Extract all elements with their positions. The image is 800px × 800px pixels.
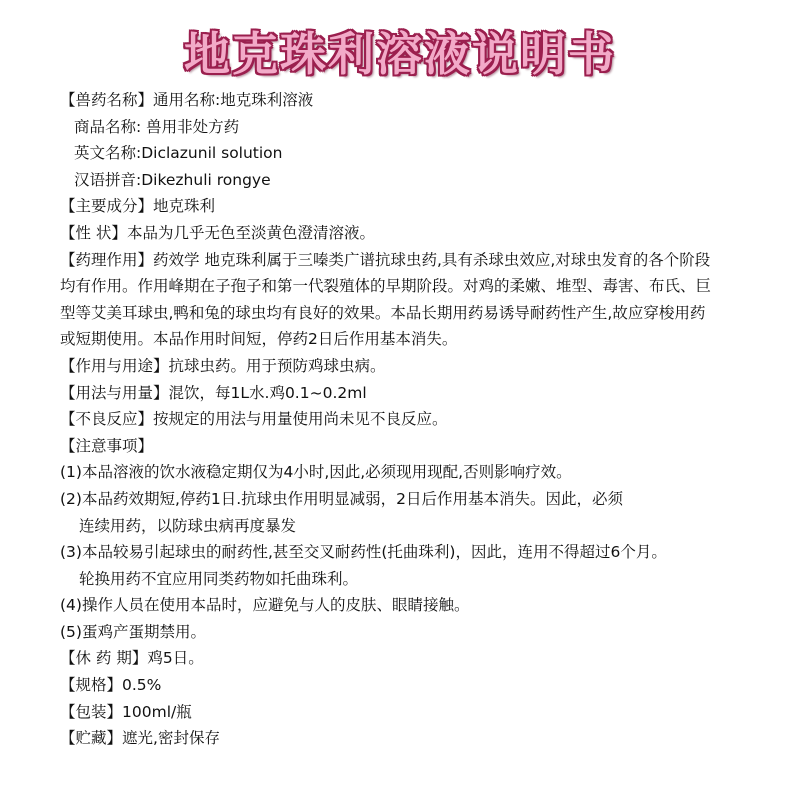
- line-pharmacology-2: [60, 273, 780, 300]
- document-title: 地克珠利溶液说明书: [184, 27, 616, 81]
- line-text: (3)本品较易引起球虫的耐药性,甚至交叉耐药性(托曲珠利)，因此，连用不得超过6个月。: [60, 543, 667, 562]
- line-text: 地克珠利: [153, 197, 216, 216]
- line-text: 型等艾美耳球虫,鸭和兔的球虫均有良好的效果。本品长期用药易诱导耐药性产生,故应穿梭用药: [60, 303, 706, 322]
- line-text: (1)本品溶液的饮水液稳定期仅为4小时,因此,必须现用现配,否则影响疗效。: [60, 463, 572, 482]
- line-text: 商品名称: 兽用非处方药: [74, 117, 240, 136]
- section-label: 【贮藏】: [60, 729, 123, 748]
- line-pharmacology-1: [60, 247, 780, 274]
- line-text: (5)蛋鸡产蛋期禁用。: [60, 622, 206, 641]
- line-english-name: [60, 140, 780, 167]
- line-text: 通用名称:地克珠利溶液: [153, 91, 314, 109]
- line-usage: [60, 353, 780, 380]
- line-text: 鸡5日。: [147, 649, 204, 668]
- line-precaution-2: [60, 486, 780, 513]
- section-label: 【兽药名称】: [60, 91, 154, 109]
- line-pinyin: [60, 167, 780, 194]
- line-text: 英文名称:Diclazunil solution: [74, 144, 283, 163]
- line-vet-drug-name: [60, 87, 780, 114]
- line-text: 遮光,密封保存: [122, 729, 220, 748]
- line-dosage: [60, 380, 780, 407]
- line-text: 本品为几乎无色至淡黄色澄清溶液。: [126, 223, 375, 242]
- line-precaution-5: [60, 619, 780, 646]
- section-label: 【注意事项】: [60, 436, 154, 455]
- section-label: 【作用与用途】: [60, 356, 169, 375]
- line-pharmacology-4: [60, 326, 780, 353]
- line-storage: [60, 725, 780, 752]
- line-pharmacology-3: [60, 300, 780, 327]
- line-packaging: [60, 699, 780, 726]
- line-withdrawal-period: [60, 645, 780, 672]
- line-text: 连续用药，以防球虫病再度暴发: [79, 516, 297, 535]
- line-specification: [60, 672, 780, 699]
- line-text: 汉语拼音:Dikezhuli rongye: [74, 170, 271, 189]
- line-main-ingredient: [60, 193, 780, 220]
- line-text: 药效学 地克珠利属于三嗪类广谱抗球虫药,具有杀球虫效应,对球虫发育的各个阶段: [153, 250, 711, 269]
- section-label: 【性 状】: [60, 223, 127, 242]
- line-text: 按规定的用法与用量使用尚未见不良反应。: [153, 410, 448, 429]
- line-precautions-heading: [60, 433, 780, 460]
- line-precaution-3: [60, 539, 780, 566]
- section-label: 【休 药 期】: [60, 649, 148, 668]
- line-precaution-2-cont: [60, 513, 780, 540]
- section-label: 【包装】: [60, 702, 123, 721]
- line-text: 抗球虫药。用于预防鸡球虫病。: [168, 356, 386, 375]
- line-precaution-1: [60, 459, 780, 486]
- section-label: 【用法与用量】: [60, 383, 169, 402]
- line-text: 0.5%: [122, 676, 162, 695]
- section-label: 【主要成分】: [60, 197, 154, 216]
- section-label: 【药理作用】: [60, 250, 154, 269]
- line-text: (2)本品药效期短,停药1日.抗球虫作用明显减弱，2日后作用基本消失。因此，必须: [60, 489, 624, 508]
- line-precaution-3-cont: [60, 566, 780, 593]
- section-label: 【不良反应】: [60, 410, 154, 429]
- document-body: [60, 87, 780, 752]
- section-label: 【规格】: [60, 676, 123, 695]
- line-adverse-reactions: [60, 406, 780, 433]
- line-text: 100ml/瓶: [122, 702, 192, 721]
- line-trade-name: [60, 114, 780, 141]
- line-text: (4)操作人员在使用本品时，应避免与人的皮肤、眼睛接触。: [60, 596, 470, 615]
- line-text: 轮换用药不宜应用同类药物如托曲珠利。: [79, 569, 359, 588]
- line-precaution-4: [60, 592, 780, 619]
- line-text: 混饮，每1L水.鸡0.1~0.2ml: [168, 383, 367, 402]
- line-properties: [60, 220, 780, 247]
- line-text: 均有作用。作用峰期在子孢子和第一代裂殖体的早期阶段。对鸡的柔嫩、堆型、毒害、布氏、巨: [60, 277, 712, 296]
- line-text: 或短期使用。本品作用时间短，停药2日后作用基本消失。: [60, 330, 458, 349]
